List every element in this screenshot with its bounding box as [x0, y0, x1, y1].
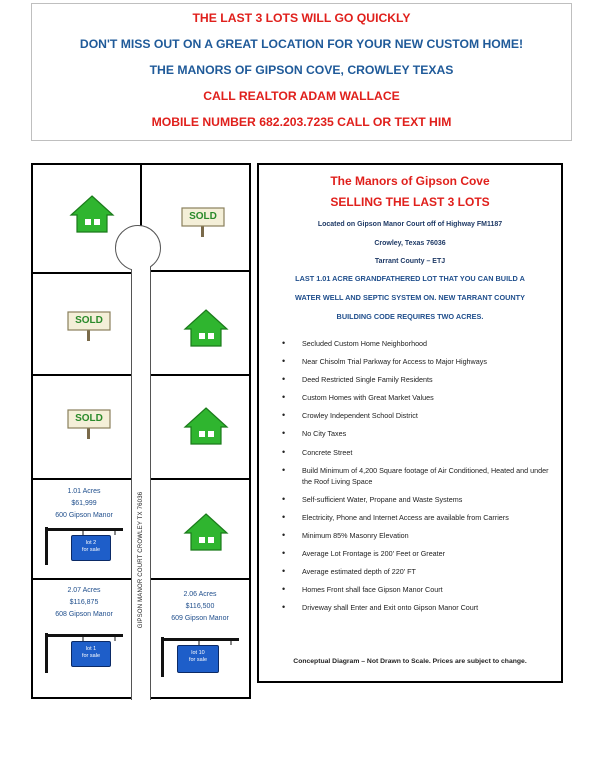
feature-list — [281, 338, 552, 620]
lot-acres: 2.06 Acres — [183, 591, 217, 598]
lot-price: $116,500 — [185, 603, 215, 610]
list-item: • Minimum 85% Masonry Elevation — [281, 530, 552, 541]
list-item: • Electricity, Phone and Internet Access are available from Carriers — [281, 512, 552, 523]
list-item: • Near Chisolm Trial Parkway for Access to Major Highways — [281, 356, 552, 367]
sign-lot-number: lot 1 — [85, 646, 97, 652]
sold-sign — [65, 309, 113, 343]
sign-lot-number: lot 2 — [85, 540, 97, 546]
list-item: • Build Minimum of 4,200 Square footage of Air Conditioned, Heated and under the Roof Living Space — [281, 465, 552, 487]
for-sale-sign-lot-10 — [177, 645, 219, 673]
house-icon — [67, 193, 117, 235]
lot-divider — [33, 478, 131, 480]
list-item: • Concrete Street — [281, 447, 552, 458]
list-item: • Deed Restricted Single Family Residents — [281, 374, 552, 385]
for-sale-sign-lot-1 — [71, 641, 111, 667]
sold-label: SOLD — [75, 315, 103, 326]
list-item: • Average estimated depth of 220' FT — [281, 566, 552, 577]
sold-sign — [179, 205, 227, 239]
lot-divider — [151, 374, 249, 376]
disclaimer: Conceptual Diagram – Not Drawn to Scale. Prices are subject to change. — [293, 658, 527, 665]
lot-price: $61,999 — [71, 500, 97, 507]
sold-sign — [65, 407, 113, 441]
lot-divider — [151, 270, 249, 272]
lot-divider — [33, 578, 131, 580]
sold-label: SOLD — [189, 211, 217, 222]
lot-divider — [151, 478, 249, 480]
notice-line-3: BUILDING CODE REQUIRES TWO ACRES. — [336, 312, 484, 321]
header-banner — [31, 3, 572, 141]
lot-1-info — [41, 586, 127, 619]
info-title: The Manors of Gipson Cove — [330, 174, 490, 188]
list-item: • No City Taxes — [281, 428, 552, 439]
lot-address: 608 Gipson Manor — [55, 611, 113, 618]
banner-line-4: CALL REALTOR ADAM WALLACE — [203, 89, 400, 103]
banner-line-5: MOBILE NUMBER 682.203.7235 CALL OR TEXT HIM — [151, 115, 452, 129]
lot-acres: 2.07 Acres — [67, 587, 101, 594]
lot-divider — [33, 374, 131, 376]
lot-10-info — [157, 590, 243, 623]
list-item: • Homes Front shall face Gipson Manor Court — [281, 584, 552, 595]
lot-address: 600 Gipson Manor — [55, 512, 113, 519]
lot-address: 609 Gipson Manor — [171, 615, 229, 622]
sign-for-sale: for sale — [81, 547, 101, 553]
list-item: • Average Lot Frontage is 200' Feet or Greater — [281, 548, 552, 559]
address-line-3: Tarrant County – ETJ — [374, 258, 446, 265]
gipson-manor-court-road — [131, 250, 151, 700]
banner-line-1: THE LAST 3 LOTS WILL GO QUICKLY — [192, 11, 411, 25]
house-icon — [181, 307, 231, 349]
lot-2-info — [41, 487, 127, 520]
for-sale-sign-lot-2 — [71, 535, 111, 561]
lot-divider — [151, 578, 249, 580]
grandfathered-lot-notice — [267, 269, 553, 326]
lot-acres: 1.01 Acres — [67, 488, 101, 495]
notice-line-1: LAST 1.01 ACRE GRANDFATHERED LOT THAT YOU CAN BUILD A — [295, 274, 525, 283]
address-line-1: Located on Gipson Manor Court off of Highway FM1187 — [317, 221, 503, 228]
banner-line-3: THE MANORS OF GIPSON COVE, CROWLEY TEXAS — [149, 63, 454, 77]
info-subtitle: SELLING THE LAST 3 LOTS — [330, 195, 490, 209]
banner-line-2: DON'T MISS OUT ON A GREAT LOCATION FOR YOUR NEW CUSTOM HOME! — [79, 37, 524, 51]
address-line-2: Crowley, Texas 76036 — [374, 240, 446, 247]
list-item: • Secluded Custom Home Neighborhood — [281, 338, 552, 349]
list-item: • Custom Homes with Great Market Values — [281, 392, 552, 403]
house-icon — [181, 405, 231, 447]
lot-map — [31, 163, 251, 699]
lot-divider — [33, 272, 131, 274]
road-label: GIPSON MANOR COURT CROWLEY TX 76036 — [138, 491, 144, 629]
lot-price: $116,875 — [69, 599, 99, 606]
sold-label: SOLD — [75, 413, 103, 424]
sign-for-sale: for sale — [81, 653, 101, 659]
sign-lot-number: lot 10 — [191, 650, 205, 656]
list-item: • Self-sufficient Water, Propane and Waste Systems — [281, 494, 552, 505]
list-item: • Driveway shall Enter and Exit onto Gipson Manor Court — [281, 602, 552, 613]
house-icon — [181, 511, 231, 553]
list-item: • Crowley Independent School District — [281, 410, 552, 421]
info-panel — [257, 163, 563, 683]
notice-line-2: WATER WELL AND SEPTIC SYSTEM ON. NEW TARRANT COUNTY — [295, 293, 525, 302]
sign-for-sale: for sale — [188, 657, 208, 663]
